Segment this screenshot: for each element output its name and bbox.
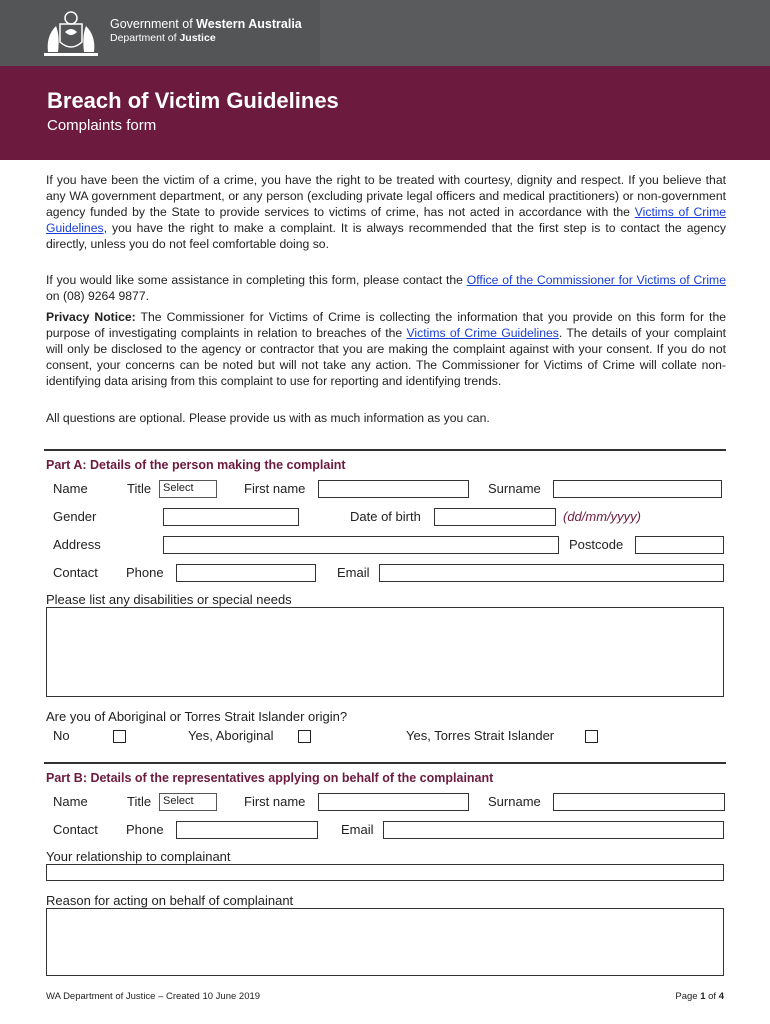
phone-label: Phone [126,565,164,580]
dob-label: Date of birth [350,509,421,524]
page-number: Page 1 of 4 [675,991,724,1002]
wa-crest-icon [38,8,104,60]
contact-label: Contact [53,565,98,580]
first-name-label: First name [244,481,306,496]
gender-input[interactable] [163,508,299,526]
option-aboriginal-checkbox[interactable] [298,730,311,743]
address-input[interactable] [163,536,559,554]
rep-name-label: Name [53,794,88,809]
divider [44,449,726,451]
guidelines-link[interactable]: Victims of Crime Guidelines [46,205,727,235]
option-no-checkbox[interactable] [113,730,126,743]
divider [44,762,726,764]
disabilities-label: Please list any disabilities or special needs [46,592,292,607]
phone-input[interactable] [176,564,316,582]
relationship-label: Your relationship to complainant [46,849,231,864]
dob-hint: (dd/mm/yyyy) [563,509,641,524]
page-subtitle: Complaints form [47,117,157,134]
relationship-input[interactable] [46,864,724,881]
option-aboriginal-label: Yes, Aboriginal [188,728,274,743]
reason-textarea[interactable] [46,908,724,976]
first-name-input[interactable] [318,480,469,498]
disabilities-textarea[interactable] [46,607,724,697]
rep-first-name-input[interactable] [318,793,469,811]
rep-email-label: Email [341,822,374,837]
page-title: Breach of Victim Guidelines [47,88,339,113]
intro-paragraph: If you have been the victim of a crime, you have the right to be treated with courtesy, dignity and respect. If you believe that any WA government department, or any person (excluding private legal officers and medical practitioners) or non-government agency funded by the State to provide services to victims of crime, has not acted in accordance with the Victims of Crime Guidelines, you have the right to make a complaint. It is always recommended that the first step is to contact the agency directly, unless you do not feel comfortable doing so. [46,173,727,251]
option-tsi-checkbox[interactable] [585,730,598,743]
option-no-label: No [53,728,70,743]
option-tsi-label: Yes, Torres Strait Islander [406,728,555,743]
title-select[interactable]: Select [159,480,217,498]
address-label: Address [53,537,101,552]
gender-label: Gender [53,509,97,524]
rep-phone-input[interactable] [176,821,318,839]
surname-input[interactable] [553,480,722,498]
origin-question: Are you of Aboriginal or Torres Strait Islander origin? [46,709,348,724]
privacy-paragraph: Privacy Notice: The Commissioner for Victims of Crime is collecting the information that you provide on this form for the purpose of investigating complaints in relation to breaches of the Victims of Crime Guidelines. The details of your complaint will only be disclosed to the agency or contractor that you are making the complaint against with your consent. If you do not consent, your concerns can be noted but will not take any action. The Commissioner for Victims of Crime will collate non-identifying data arising from this complaint to use for reporting and identifying trends. [46,310,727,388]
rep-phone-label: Phone [126,822,164,837]
footer-credit: WA Department of Justice – Created 10 June 2019 [46,991,261,1002]
postcode-input[interactable] [635,536,724,554]
optional-note: All questions are optional. Please provide us with as much information as you can. [46,411,490,425]
rep-email-input[interactable] [383,821,724,839]
rep-first-name-label: First name [244,794,306,809]
name-label: Name [53,481,88,496]
assistance-paragraph: If you would like some assistance in completing this form, please contact the Office of the Commissioner for Victims of Crime on (08) 9264 9877. [46,273,726,303]
dob-input[interactable] [434,508,556,526]
gov-name: Government of Western Australia [110,17,302,31]
department-name: Department of Justice [110,32,216,44]
postcode-label: Postcode [569,537,624,552]
rep-surname-input[interactable] [553,793,725,811]
reason-label: Reason for acting on behalf of complainant [46,893,294,908]
part-b-heading: Part B: Details of the representatives applying on behalf of the complainant [46,771,494,785]
guidelines-link-2[interactable]: Victims of Crime Guidelines [406,326,559,340]
rep-contact-label: Contact [53,822,98,837]
email-label: Email [337,565,370,580]
commissioner-link[interactable]: Office of the Commissioner for Victims of Crime [466,273,726,287]
logo-area [0,0,320,66]
rep-title-select[interactable]: Select [159,793,217,811]
part-a-heading: Part A: Details of the person making the complaint [46,458,346,472]
email-input[interactable] [379,564,724,582]
surname-label: Surname [488,481,541,496]
title-label: Title [127,481,152,496]
rep-title-label: Title [127,794,152,809]
rep-surname-label: Surname [488,794,541,809]
